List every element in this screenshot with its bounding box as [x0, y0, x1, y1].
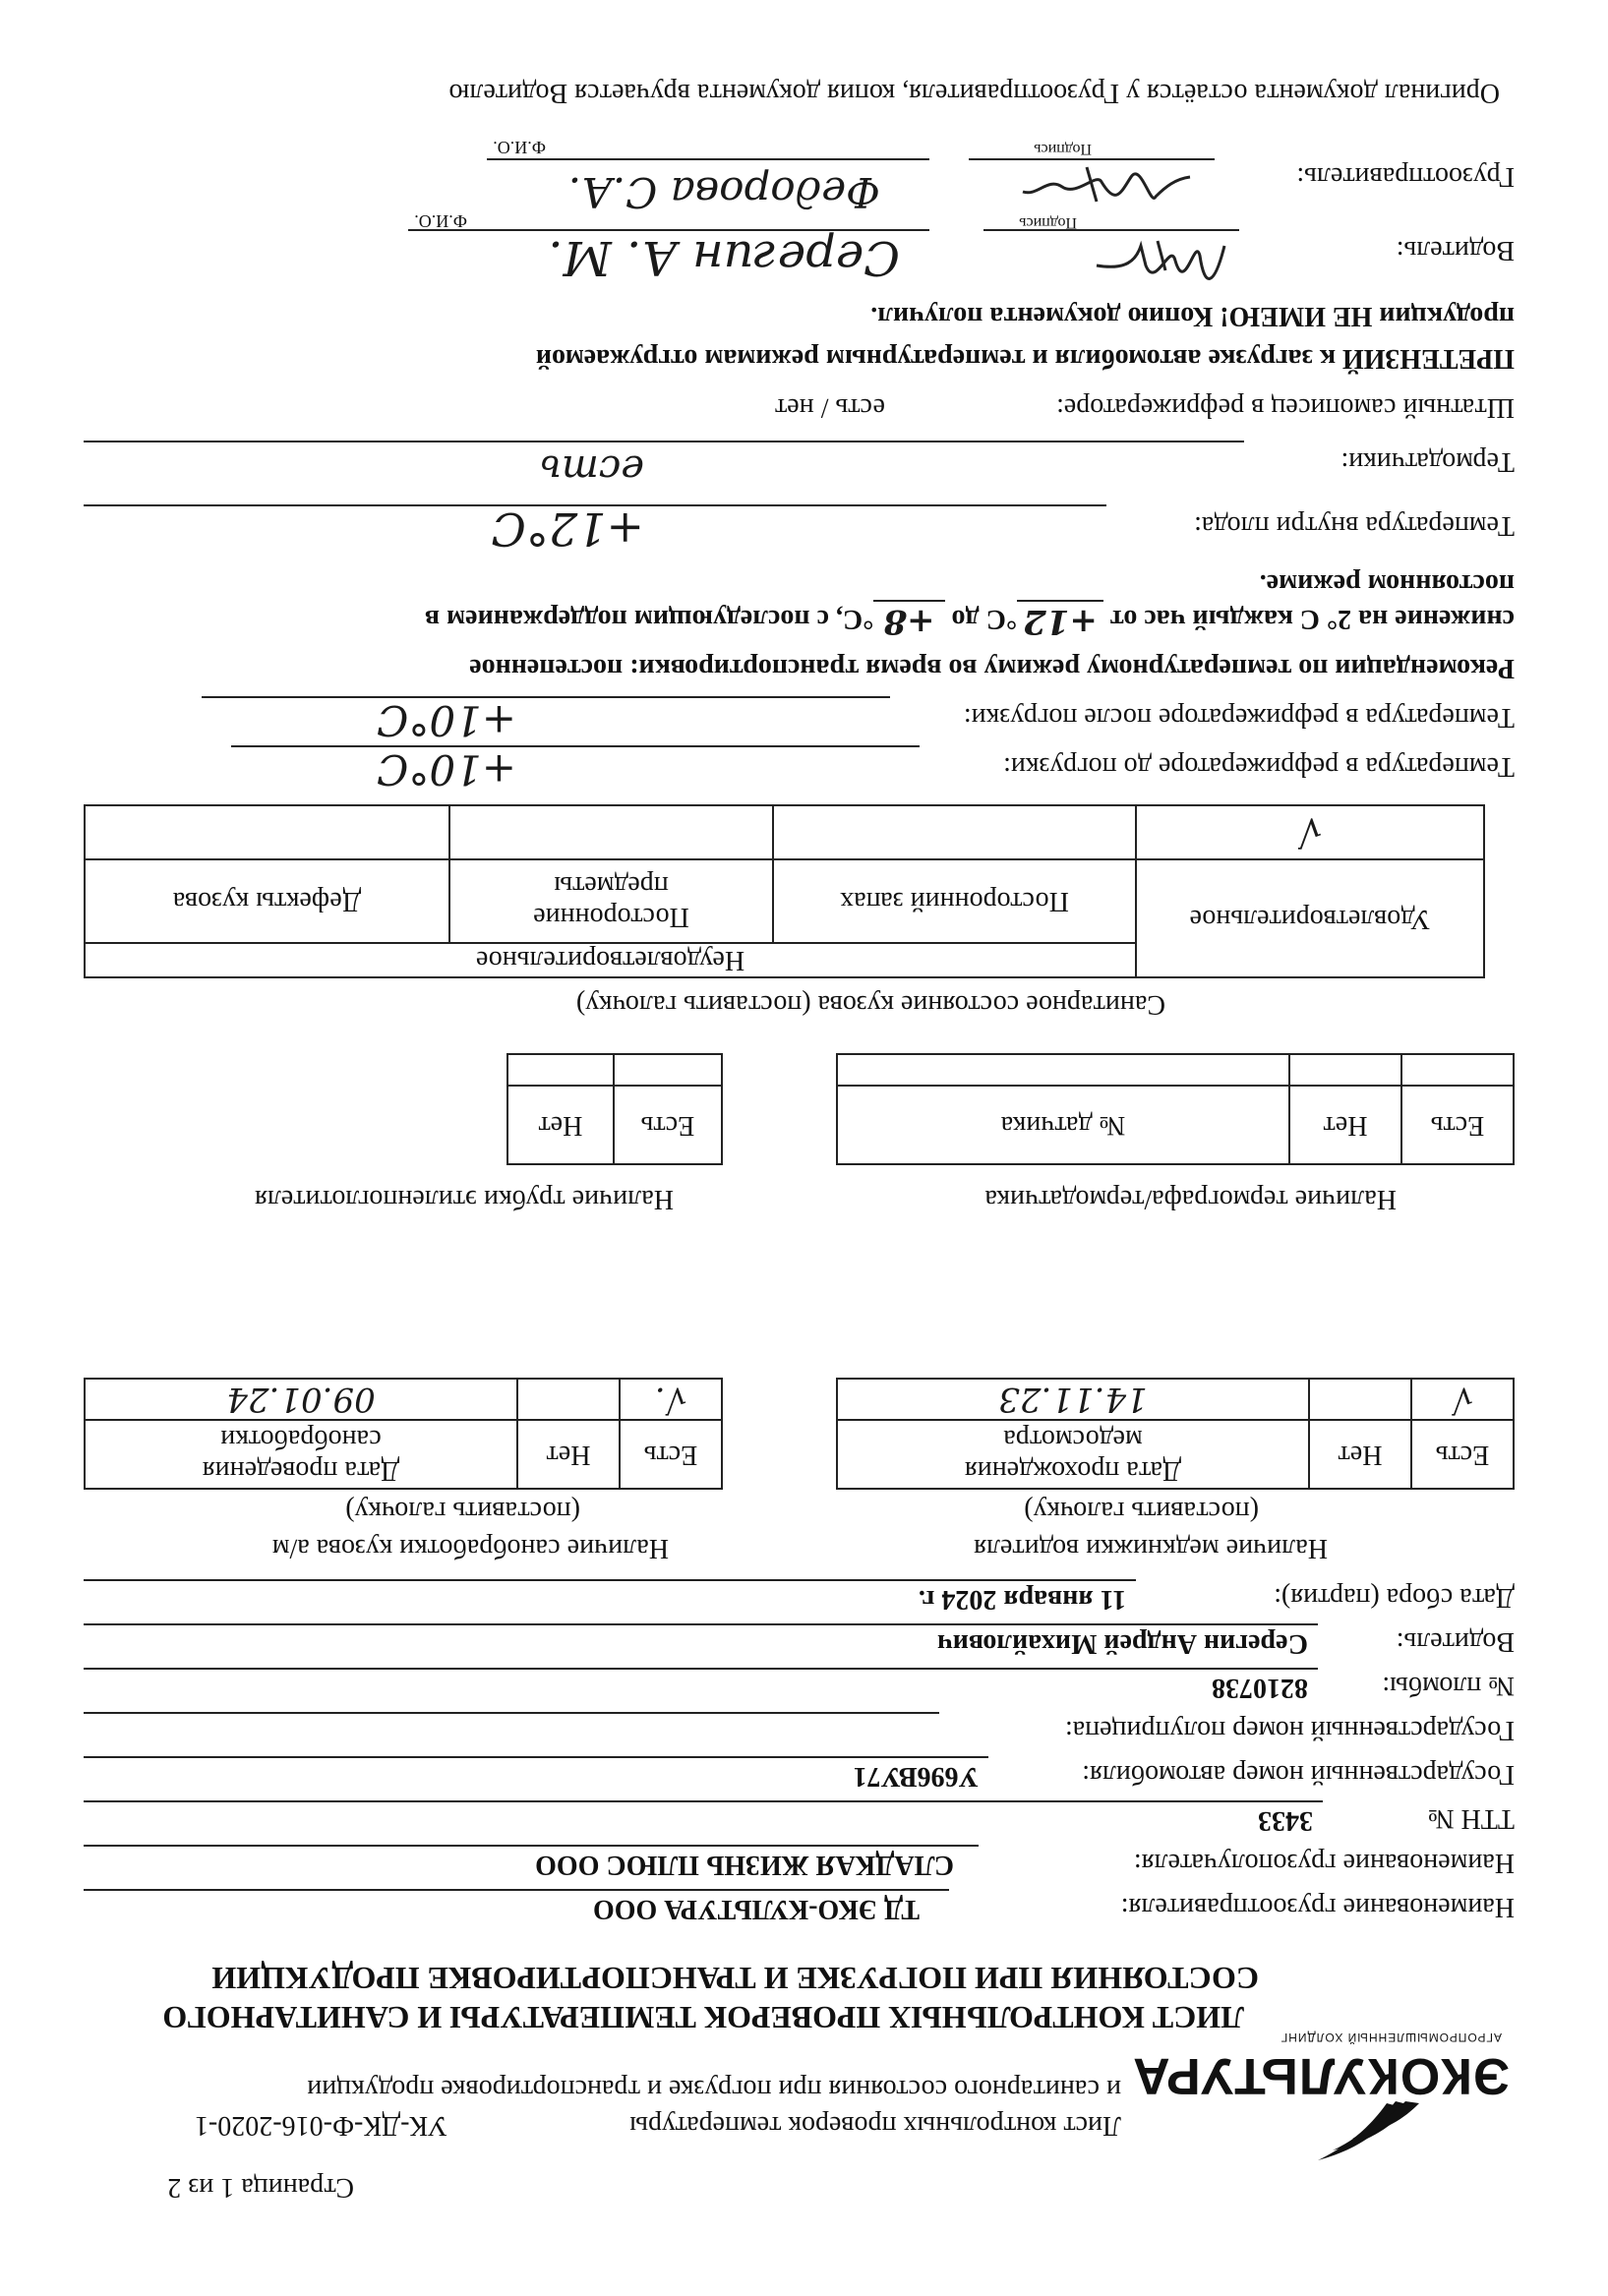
temp-before-label: Температура в рефрижераторе до погрузки:	[1003, 751, 1515, 782]
inside-fruit-underline	[84, 504, 1106, 506]
recorder-label: Штатный самописец в рефрижераторе:	[1056, 392, 1515, 423]
ethylene-table	[506, 1053, 723, 1165]
medbook-col-yes: Есть	[1411, 1420, 1514, 1489]
inside-fruit-value[interactable]: +12°С	[491, 502, 644, 556]
doc-description-line1: Лист контрольных проверок температуры	[629, 2110, 1121, 2141]
sanitation-yes-mark[interactable]: √.	[620, 1379, 722, 1420]
body-state-foreign-objects	[449, 859, 773, 943]
page-counter: Страница 1 из 2	[167, 2172, 354, 2203]
claims-line2: продукции НЕ ИМЕЮ! Копию документа получил.	[870, 301, 1515, 331]
driver-signature-caption: Подпись	[1019, 214, 1077, 231]
recommendation-line2	[425, 602, 1515, 641]
sanitation-no-mark[interactable]	[517, 1379, 620, 1420]
body-state-foreign-objects-line1: Посторонние	[533, 902, 689, 933]
sanitation-col-date-line2: санобработки	[220, 1424, 382, 1454]
ethylene-yes-cell[interactable]	[614, 1054, 722, 1086]
body-state-unsatisfactory: Неудовлетворительное	[85, 943, 1136, 977]
thermograph-col-sensor: № датчика	[837, 1086, 1289, 1164]
thermograph-table	[836, 1053, 1515, 1165]
ethylene-no-cell[interactable]	[507, 1054, 614, 1086]
consignee-label: Наименование грузополучателя:	[1133, 1848, 1515, 1878]
ttn-value: 3433	[1258, 1805, 1313, 1836]
shipper-signature-label: Грузоотправитель:	[1296, 161, 1515, 192]
inside-fruit-label: Температура внутри плода:	[1194, 510, 1515, 541]
body-state-objects-cell[interactable]	[449, 805, 773, 859]
sanitation-col-yes: Есть	[620, 1420, 722, 1489]
thermograph-sensor-cell[interactable]	[837, 1054, 1289, 1086]
driver-label: Водитель:	[1396, 1626, 1515, 1657]
shipper-fio-line	[487, 158, 929, 160]
body-state-defects: Дефекты кузова	[85, 859, 449, 943]
driver-fio-caption: Ф.И.О.	[414, 211, 467, 231]
collection-date-value: 11 января 2024 г.	[918, 1584, 1126, 1615]
medbook-table	[836, 1378, 1515, 1490]
body-state-table	[84, 804, 1485, 978]
sanitation-col-date-line1: Дата проведения	[202, 1455, 400, 1486]
ttn-underline	[84, 1800, 1323, 1802]
body-state-satisfactory-mark[interactable]: √	[1136, 805, 1484, 859]
body-state-smell-cell[interactable]	[773, 805, 1136, 859]
recommendation-line2-a: снижение на 2° С каждый час от	[1109, 604, 1515, 634]
sanitation-date-value[interactable]: 09.01.24	[85, 1379, 517, 1420]
medbook-heading-note: (поставить галочку)	[1024, 1496, 1259, 1526]
doc-description-line2: и санитарного состояния при погрузке и транспортировке продукции	[307, 2074, 1121, 2104]
recommendation-to-value[interactable]: +8	[873, 600, 944, 641]
shipper-underline	[84, 1889, 949, 1891]
medbook-col-date	[837, 1420, 1309, 1489]
medbook-col-date-line2: медосмотра	[1003, 1424, 1143, 1454]
collection-date-label: Дата сбора (партия):	[1274, 1582, 1515, 1613]
shipper-fio-value[interactable]: Федорова С.А.	[567, 168, 880, 216]
medbook-date-value[interactable]: 14.11.23	[837, 1379, 1309, 1420]
thermograph-col-no: Нет	[1289, 1086, 1401, 1164]
logo-brand: ЭКОКУЛЬТУРА	[1132, 2047, 1510, 2104]
sanitation-heading-note: (поставить галочку)	[345, 1496, 580, 1526]
car-number-value: У696ВУ71	[853, 1761, 979, 1792]
temp-before-value[interactable]: +10°С	[377, 745, 516, 794]
driver-underline	[84, 1623, 1318, 1625]
consignee-underline	[84, 1845, 979, 1847]
temp-after-label: Температура в рефрижераторе после погрузки:	[963, 702, 1515, 733]
trailer-number-label: Государственный номер полуприцепа:	[1064, 1715, 1515, 1745]
driver-fio-line	[408, 229, 929, 231]
driver-value: Серегин Андрей Михайлович	[936, 1628, 1308, 1659]
medbook-col-no: Нет	[1309, 1420, 1411, 1489]
shipper-label: Наименование грузоотправителя:	[1120, 1892, 1515, 1922]
thermal-sensors-underline	[84, 441, 1244, 442]
thermograph-no-cell[interactable]	[1289, 1054, 1401, 1086]
shipper-signature-icon	[1018, 157, 1195, 216]
temp-after-underline	[202, 696, 890, 698]
medbook-heading: Наличие медкнижки водителя	[974, 1533, 1328, 1563]
medbook-no-mark[interactable]	[1309, 1379, 1411, 1420]
thermograph-heading: Наличие термографа/термодатчика	[984, 1184, 1397, 1214]
driver-signature-icon	[1087, 231, 1234, 300]
sanitation-heading: Наличие санобработки кузова а/м	[271, 1533, 669, 1563]
medbook-col-date-line1: Дата прохождения	[964, 1455, 1182, 1486]
recommendation-line1: Рекомендации по температурному режиму во время транспортировки: постепенное	[469, 653, 1515, 683]
car-number-label: Государственный номер автомобиля:	[1082, 1759, 1515, 1790]
doc-code: УК-ДК-Ф-016-2020-1	[194, 2110, 447, 2141]
ttn-label: ТТН №	[1427, 1803, 1515, 1834]
body-state-foreign-smell: Посторонний запах	[773, 859, 1136, 943]
temp-before-underline	[231, 745, 920, 747]
seal-value: 8210738	[1212, 1673, 1308, 1703]
car-number-underline	[84, 1756, 988, 1758]
seal-underline	[84, 1668, 1318, 1670]
ethylene-heading: Наличие трубки этиленпоглотителя	[254, 1184, 674, 1214]
recommendation-line3: постоянном режиме.	[1259, 568, 1515, 599]
shipper-signature-line	[969, 158, 1215, 160]
ethylene-col-no: Нет	[507, 1086, 614, 1164]
body-state-satisfactory: Удовлетворительное	[1136, 859, 1484, 977]
thermal-sensors-value[interactable]: есть	[540, 446, 644, 492]
sanitation-col-no: Нет	[517, 1420, 620, 1489]
recommendation-from-value[interactable]: +12	[1017, 600, 1103, 641]
consignee-value: СЛАДКАЯ ЖИЗНЬ ПЛЮС ООО	[535, 1850, 954, 1880]
thermograph-col-yes: Есть	[1401, 1086, 1514, 1164]
driver-signature-label: Водитель:	[1396, 235, 1515, 265]
footer-note: Оригинал документа остаётся у Грузоотправителя, копия документа вручается Водителю	[448, 78, 1500, 108]
logo-subtitle: АГРОПРОМЫШЛЕННЫЙ ХОЛДИНГ	[1280, 2031, 1502, 2044]
recorder-value[interactable]: есть / нет	[775, 392, 885, 423]
ethylene-col-yes: Есть	[614, 1086, 722, 1164]
trailer-number-underline	[84, 1712, 939, 1714]
recommendation-line2-c: °С, с последующим поддержанием в	[424, 604, 874, 634]
company-logo	[1132, 2021, 1510, 2168]
claims-line1: ПРЕТЕНЗИЙ к загрузке автомобиля и температурным режимам отгружаемой	[535, 343, 1515, 374]
logo-wave-icon	[1313, 2099, 1510, 2168]
shipper-value: ТД ЭКО-КУЛЬТУРА ООО	[592, 1894, 920, 1924]
body-state-foreign-objects-line2: предметы	[554, 870, 669, 902]
document-title-line1: ЛИСТ КОНТРОЛЬНЫХ ПРОВЕРОК ТЕМПЕРАТУРЫ И САНИТАРНОГО	[162, 2000, 1244, 2035]
collection-date-underline	[84, 1579, 1136, 1581]
body-state-defects-cell[interactable]	[85, 805, 449, 859]
driver-fio-value[interactable]: Серегин А. М.	[548, 230, 900, 285]
thermal-sensors-label: Термодатчики:	[1340, 446, 1515, 477]
shipper-fio-caption: Ф.И.О.	[493, 138, 546, 157]
document-title-line2: СОСТОЯНИЯ ПРИ ПОГРУЗКЕ И ТРАНСПОРТИРОВКЕ ПРОДУКЦИИ	[211, 1961, 1259, 1996]
temp-after-value[interactable]: +10°С	[377, 696, 516, 744]
shipper-signature-caption: Подпись	[1034, 141, 1092, 157]
medbook-yes-mark[interactable]: √	[1411, 1379, 1514, 1420]
recommendation-line2-b: °С до	[951, 604, 1018, 634]
sanitation-table	[84, 1378, 723, 1490]
seal-label: № пломбы:	[1382, 1671, 1515, 1701]
sanitation-col-date	[85, 1420, 517, 1489]
body-state-heading: Санитарное состояние кузова (поставить галочку)	[575, 989, 1165, 1020]
thermograph-yes-cell[interactable]	[1401, 1054, 1514, 1086]
